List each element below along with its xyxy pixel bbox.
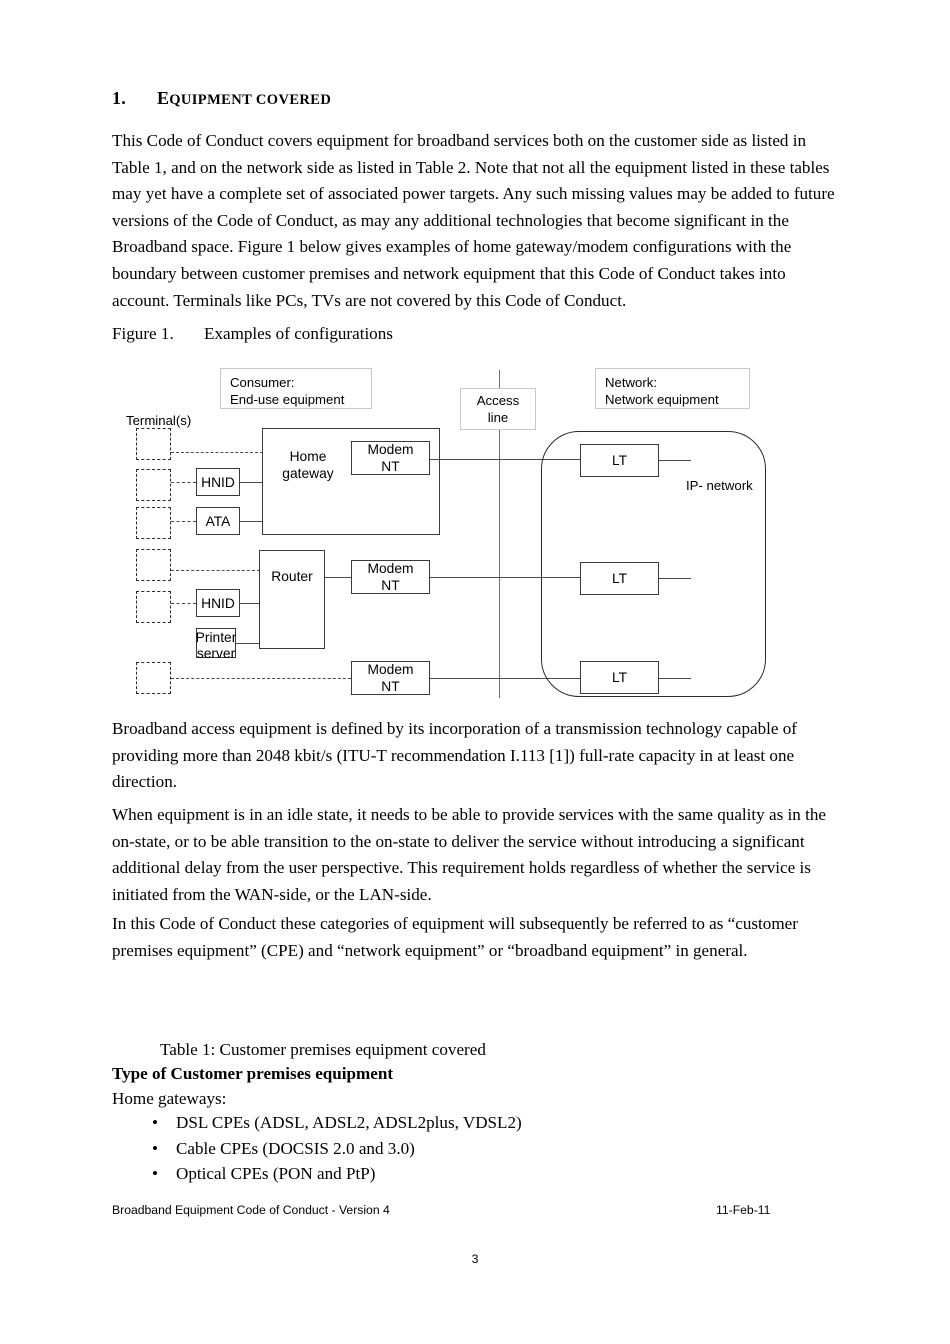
list-item	[112, 1136, 838, 1162]
modem-label-2-line1: Modem	[367, 561, 414, 576]
terminals-label: Terminal(s)	[126, 413, 192, 428]
section-heading	[112, 88, 838, 109]
modem-label-3-line1: Modem	[367, 662, 414, 677]
footer-document-title: Broadband Equipment Code of Conduct - Version 4	[112, 1203, 390, 1217]
home-gateway-line2: gateway	[282, 466, 334, 481]
modem-nt-box-3	[351, 661, 430, 695]
modem-label-1-line1: Modem	[367, 442, 414, 457]
figure-caption-number: Figure 1.	[112, 324, 174, 343]
terminal-box-5	[136, 591, 171, 623]
ata-box	[196, 507, 240, 535]
router-box	[259, 550, 325, 649]
router-label: Router	[271, 569, 313, 584]
heading-initial: E	[157, 88, 170, 108]
ip-network-label: IP- network	[686, 478, 753, 493]
modem-nt-box-1	[351, 441, 430, 475]
list-item-text: DSL CPEs (ADSL, ADSL2, ADSL2plus, VDSL2)	[176, 1113, 522, 1132]
list-item-text: Cable CPEs (DOCSIS 2.0 and 3.0)	[176, 1138, 415, 1158]
footer-date: 11-Feb-11	[716, 1203, 771, 1217]
lt-label-1: LT	[611, 453, 628, 468]
table1-bullet-list	[112, 1110, 838, 1187]
list-item-text: Optical CPEs (PON and PtP)	[176, 1164, 376, 1183]
modem-label-1-line2: NT	[381, 459, 400, 474]
terminal-4-link	[171, 570, 260, 571]
hnid-box-2	[196, 589, 240, 617]
hnid-label-1: HNID	[201, 474, 235, 490]
printer-label-line2: server	[196, 646, 236, 661]
bullet-icon: •	[152, 1113, 158, 1132]
terminal-5-link	[171, 603, 196, 604]
terminal-box-3	[136, 507, 171, 539]
list-item	[112, 1161, 838, 1187]
lt-label-3: LT	[611, 670, 628, 685]
heading-smallcaps: QUIPMENT COVERED	[169, 92, 332, 108]
legend-consumer-box	[220, 368, 372, 409]
modem-label-3-line2: NT	[381, 679, 400, 694]
router-modem-link	[325, 577, 351, 578]
hnid-box-1	[196, 468, 240, 496]
lt-label-2: LT	[611, 571, 628, 586]
hnid-1-gateway-link	[240, 482, 263, 483]
table1-caption: Table 1: Customer premises equipment covered	[160, 1040, 486, 1059]
home-gateway-line1: Home	[289, 449, 327, 464]
lt-box-2	[580, 562, 659, 595]
access-line-box	[460, 388, 536, 430]
terminal-box-1	[136, 428, 171, 460]
modem-label-2-line2: NT	[381, 578, 400, 593]
lt-1-out-link	[659, 460, 691, 461]
lt-box-3	[580, 661, 659, 694]
legend-network-box	[595, 368, 750, 409]
modem-nt-box-2	[351, 560, 430, 594]
printer-router-link	[236, 643, 261, 644]
page-number: 3	[471, 1252, 479, 1266]
paragraph-idle-state: When equipment is in an idle state, it needs to be able to provide services with the same quality as in the on-state, or to be able transition to the on-state to deliver the service without introducing a significant additional delay from the user perspective. This requirement holds regardless of whether the service is initiated from the WAN-side, or the LAN-side.	[112, 805, 826, 904]
access-line-label2: line	[487, 410, 509, 425]
printer-label-line1: Printer	[195, 630, 237, 645]
ata-label: ATA	[205, 513, 231, 529]
ata-gateway-link	[240, 521, 263, 522]
list-item	[112, 1110, 838, 1136]
terminal-1-link	[171, 452, 263, 453]
lt-3-out-link	[659, 678, 691, 679]
section-number: 1.	[112, 88, 126, 108]
legend-network-line1: Network:	[605, 375, 658, 390]
paragraph-broadband-access: Broadband access equipment is defined by its incorporation of a transmission technology capable of providing more than 2048 kbit/s (ITU-T recommendation I.113 [1]) full-rate capacity in at least one direction.	[112, 719, 797, 792]
hnid-2-router-link	[240, 603, 261, 604]
terminal-3-link	[171, 521, 196, 522]
bullet-icon: •	[152, 1138, 158, 1158]
legend-network-line2: Network equipment	[605, 392, 719, 407]
figure-caption	[112, 324, 393, 344]
terminal-box-6	[136, 662, 171, 694]
bullet-icon: •	[152, 1164, 158, 1183]
lt-box-1	[580, 444, 659, 477]
paragraph-categories: In this Code of Conduct these categories of equipment will subsequently be referred to as “customer premises equipment” (CPE) and “network equipment” or “broadband equipment” in general.	[112, 914, 798, 960]
lt-2-out-link	[659, 578, 691, 579]
hnid-label-2: HNID	[201, 595, 235, 611]
table1-column-header: Type of Customer premises equipment	[112, 1064, 394, 1083]
access-line-label1: Access	[476, 393, 520, 408]
terminal-box-4	[136, 549, 171, 581]
paragraph-intro: This Code of Conduct covers equipment for broadband services both on the customer side as listed in Table 1, and on the network side as listed in Table 2. Note that not all the equipment listed in these tables may yet have a complete set of associated power targets. Any such missing values may be added to future versions of the Code of Conduct, as may any additional technologies that become significant in the Broadband space. Figure 1 below gives examples of home gateway/modem configurations with the boundary between customer premises and network equipment that this Code of Conduct takes into account. Terminals like PCs, TVs are not covered by this Code of Conduct.	[112, 131, 835, 310]
figure-caption-text: Examples of configurations	[204, 324, 393, 343]
table1-group-label: Home gateways:	[112, 1089, 227, 1108]
legend-consumer-line1: Consumer:	[230, 375, 295, 390]
terminal-6-link	[171, 678, 351, 679]
terminal-box-2	[136, 469, 171, 501]
legend-consumer-line2: End-use equipment	[230, 392, 345, 407]
terminal-2-link	[171, 482, 196, 483]
printer-server-box	[195, 628, 237, 661]
